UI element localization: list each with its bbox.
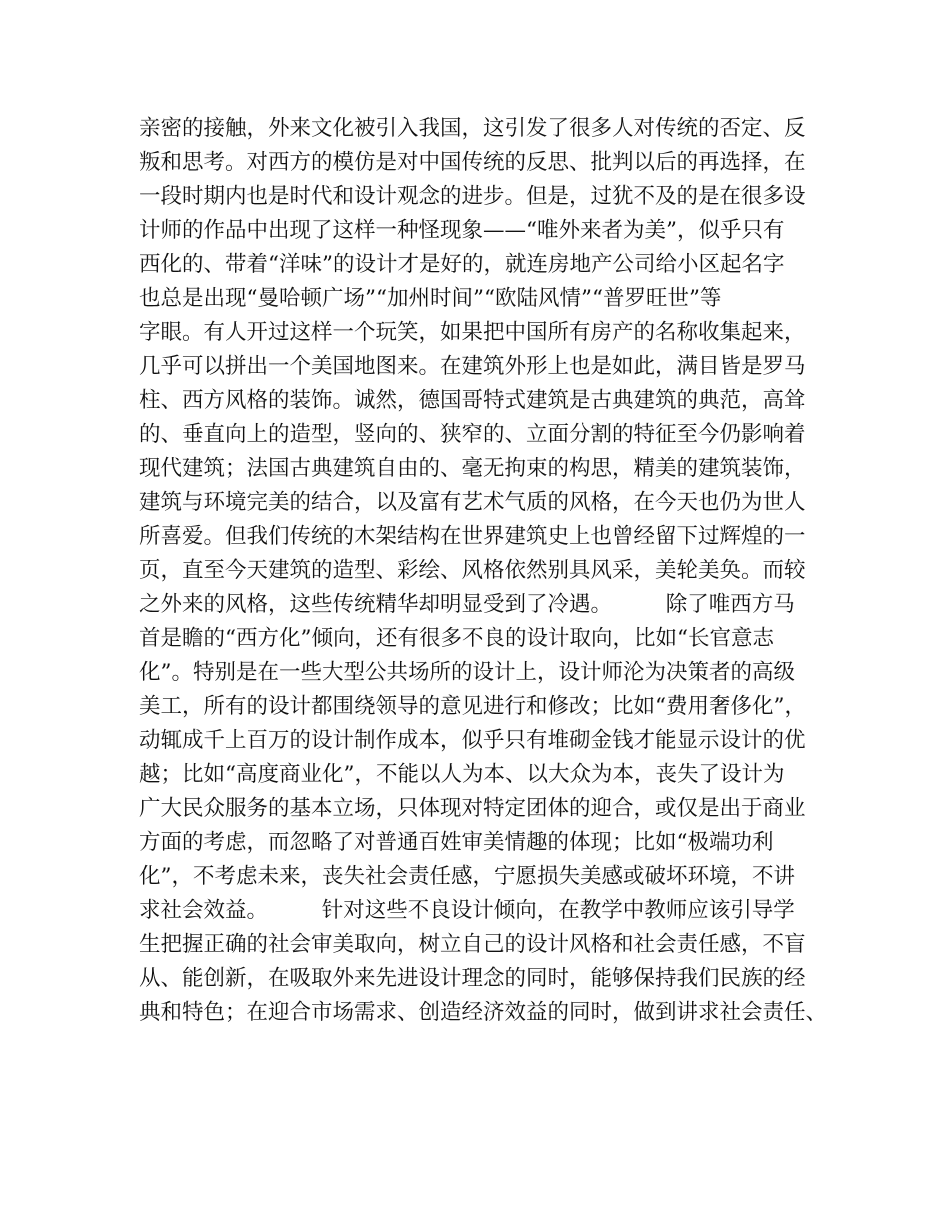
text-line: 求社会效益。 针对这些不良设计倾向，在教学中教师应该引导学: [139, 898, 795, 923]
text-line: 广大民众服务的基本立场，只体现对特定团体的迎合，或仅是出于商业: [139, 796, 806, 821]
text-line: 柱、西方风格的装饰。诚然，德国哥特式建筑是古典建筑的典范，高耸: [139, 388, 806, 413]
text-line: 方面的考虑，而忽略了对普通百姓审美情趣的体现；比如“极端功利: [139, 830, 774, 855]
text-line: 典和特色；在迎合市场需求、创造经济效益的同时，做到讲求社会责任、: [139, 1000, 828, 1025]
text-line: 建筑与环境完美的结合，以及富有艺术气质的风格，在今天也仍为世人: [139, 490, 806, 515]
text-line: 生把握正确的社会审美取向，树立自己的设计风格和社会责任感，不盲: [139, 932, 806, 957]
text-line: 动辄成千上百万的设计制作成本，似乎只有堆砌金钱才能显示设计的优: [139, 728, 806, 753]
text-line: 页，直至今天建筑的造型、彩绘、风格依然别具风采，美轮美奂。而较: [139, 558, 806, 583]
text-line: 现代建筑；法国古典建筑自由的、毫无拘束的构思，精美的建筑装饰，: [139, 456, 806, 481]
text-line: 叛和思考。对西方的模仿是对中国传统的反思、批判以后的再选择，在: [139, 150, 806, 175]
text-line: 越；比如“高度商业化”，不能以人为本、以大众为本，丧失了设计为: [139, 762, 785, 787]
text-line: 西化的、带着“洋味”的设计才是好的，就连房地产公司给小区起名字: [139, 252, 785, 277]
body-text: [139, 112, 829, 1030]
text-line: 的、垂直向上的造型，竖向的、狭窄的、立面分割的特征至今仍影响着: [139, 422, 806, 447]
text-line: 计师的作品中出现了这样一种怪现象——“唯外来者为美”，似乎只有: [139, 218, 785, 243]
text-line: 一段时期内也是时代和设计观念的进步。但是，过犹不及的是在很多设: [139, 184, 806, 209]
text-line: 美工，所有的设计都围绕领导的意见进行和修改；比如“费用奢侈化”，: [139, 694, 806, 719]
text-line: 亲密的接触，外来文化被引入我国，这引发了很多人对传统的否定、反: [139, 116, 806, 141]
text-line: 之外来的风格，这些传统精华却明显受到了冷遇。 除了唯西方马: [139, 592, 795, 617]
text-line: 从、能创新，在吸取外来先进设计理念的同时，能够保持我们民族的经: [139, 966, 806, 991]
text-line: 首是瞻的“西方化”倾向，还有很多不良的设计取向，比如“长官意志: [139, 626, 774, 651]
text-line: 所喜爱。但我们传统的木架结构在世界建筑史上也曾经留下过辉煌的一: [139, 524, 806, 549]
text-line: 化”，不考虑未来，丧失社会责任感，宁愿损失美感或破坏环境，不讲: [139, 864, 795, 889]
text-line: 也总是出现“曼哈顿广场”“加州时间”“欧陆风情”“普罗旺世”等: [139, 286, 722, 311]
text-line: 几乎可以拼出一个美国地图来。在建筑外形上也是如此，满目皆是罗马: [139, 354, 806, 379]
text-line: 化”。特别是在一些大型公共场所的设计上，设计师沦为决策者的高级: [139, 660, 795, 685]
text-line: 字眼。有人开过这样一个玩笑，如果把中国所有房产的名称收集起来，: [139, 320, 806, 345]
